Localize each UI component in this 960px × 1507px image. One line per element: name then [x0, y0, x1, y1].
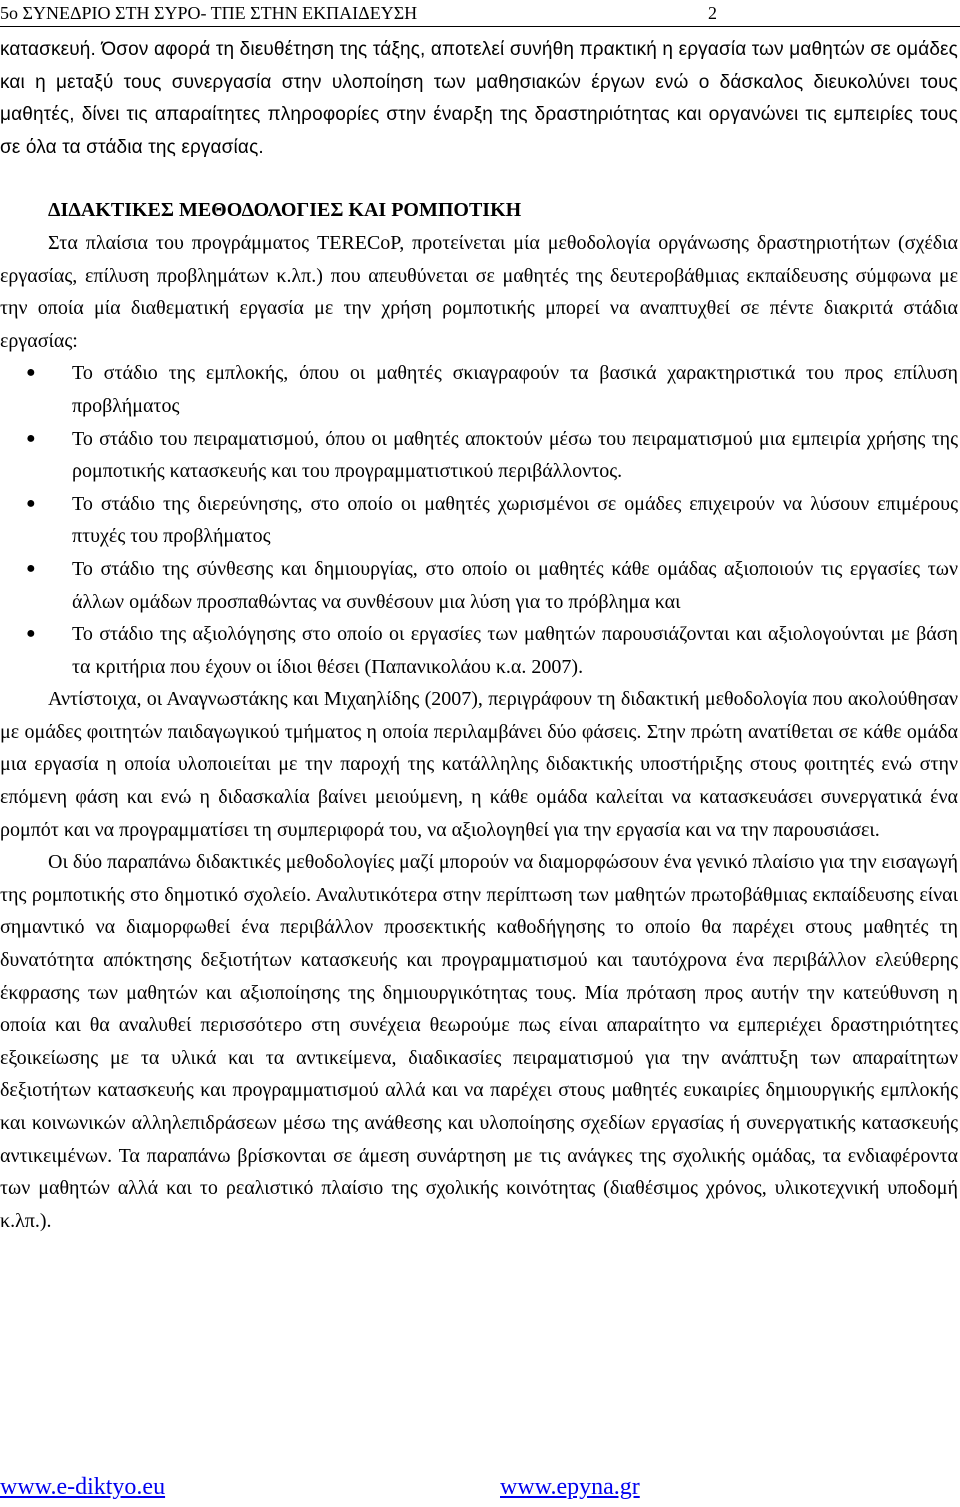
header-divider	[0, 26, 960, 27]
bullet-icon: ●	[26, 625, 36, 643]
page-number: 2	[708, 3, 717, 23]
bullet-icon: ●	[26, 494, 36, 512]
stage-text: Το στάδιο της εμπλοκής, όπου οι μαθητές σκιαγραφούν τα βασικά χαρακτηριστικά του προς επίλυση προβλήματος	[72, 362, 958, 417]
e-diktyo-link[interactable]: www.e-diktyo.eu	[0, 1474, 166, 1500]
body-paragraph: Αντίστοιχα, οι Αναγνωστάκης και Μιχαηλίδης (2007), περιγράφουν τη διδακτική μεθοδολογία που ακολούθησαν με ομάδες φοιτητών παιδαγωγικού τμήματος η οποία περιλαμβάνει δύο φάσεις. Στην πρώτη ανατίθεται σε κάθε ομάδα μια εργασία η οποία υλοποιείται με την παροχή της κατάλληλης διδακτικής υποστήριξης στους φοιτητές ενώ στην επόμενη φάση και ενώ η διδασκαλία βαίνει μειούμενη, η κάθε ομάδα καλείται να κατασκευάσει συνεργατικά ένα ρομπότ και να προγραμματίσει τη συμπεριφορά του, να αξιολογηθεί για την εργασία και να την παρουσιάσει.	[0, 688, 958, 841]
list-item	[0, 618, 958, 683]
stage-text: Το στάδιο της σύνθεσης και δημιουργίας, στο οποίο οι μαθητές κάθε ομάδας αξιοποιούν τις εργασίες των άλλων ομάδων προσπαθώντας να συνθέσουν μια λύση για το πρόβλημα και	[72, 557, 958, 613]
stages-list	[0, 357, 958, 683]
page-footer	[0, 1472, 960, 1502]
section-paragraph: Στα πλαίσια του προγράμματος TERECoP, προτείνεται μία μεθοδολογία οργάνωσης δραστηριοτήτων (σχέδια εργασίας, επίλυση προβλημάτων κ.λπ.) που απευθύνεται σε μαθητές της δευτεροβάθμιας εκπαίδευσης σύμφωνα με την οποία μία διαθεματική εργασία με την χρήση ρομποτικής μπορεί να αναπτυχθεί σε πέντε διακριτά στάδια εργασίας:	[0, 231, 958, 352]
section-heading: ΔΙΔΑΚΤΙΚΕΣ ΜΕΘΟΔΟΛΟΓΙΕΣ ΚΑΙ ΡΟΜΠΟΤΙΚΗ	[48, 199, 522, 222]
bullet-icon: ●	[26, 429, 36, 447]
epyna-link[interactable]: www.epyna.gr	[500, 1474, 640, 1500]
conference-title: 5ο ΣΥΝΕΔΡΙΟ ΣΤΗ ΣΥΡΟ- ΤΠΕ ΣΤΗΝ ΕΚΠΑΙΔΕΥΣΗ	[0, 3, 418, 23]
list-item	[0, 488, 958, 553]
stage-text: Το στάδιο της αξιολόγησης στο οποίο οι εργασίες των μαθητών παρουσιάζονται και αξιολογούνται με βάση τα κριτήρια που έχουν οι ίδιοι θέσει (Παπανικολάου κ.α. 2007).	[72, 623, 958, 678]
stage-text: Το στάδιο της διερεύνησης, στο οποίο οι μαθητές χωρισμένοι σε ομάδες επιχειρούν να λύσουν επιμέρους πτυχές του προβλήματος	[72, 492, 958, 548]
list-item	[0, 553, 958, 618]
bullet-icon: ●	[26, 559, 36, 577]
intro-paragraph: κατασκευή. Όσον αφορά τη διευθέτηση της τάξης, αποτελεί συνήθη πρακτική η εργασία των μαθητών σε ομάδες και η μεταξύ τους συνεργασία στην υλοποίηση των μαθησιακών έργων ενώ ο δάσκαλος διευκολύνει τους μαθητές, δίνει τις απαραίτητες πληροφορίες στην έναρξη της δραστηριότητας και οργανώνει τις εμπειρίες τους σε όλα τα στάδια της εργασίας.	[0, 39, 958, 158]
list-item	[0, 423, 958, 488]
body-paragraph: Οι δύο παραπάνω διδακτικές μεθοδολογίες μαζί μπορούν να διαμορφώσουν ένα γενικό πλαίσιο για την εισαγωγή της ρομποτικής στο δημοτικό σχολείο. Αναλυτικότερα στην περίπτωση των μαθητών πρωτοβάθμιας εκπαίδευσης είναι σημαντικό να διαμορφωθεί ένα περιβάλλον προσεκτικής καθοδήγησης το οποίο θα παρέχει στους μαθητές τη δυνατότητα απόκτησης δεξιοτήτων κατασκευής και προγραμματισμού και ταυτόχρονα ένα περιβάλλον ελεύθερης έκφρασης των μαθητών και αξιοποίησης της δημιουργικότητας τους. Μία πρόταση προς αυτήν την κατεύθυνση η οποία και θα αναλυθεί περισσότερο στη συνέχεια θεωρούμε πως είναι απαραίτητο να εμπεριέχει δραστηριότητες εξοικείωσης με τα υλικά και τα αντικείμενα, διαδικασίες πειραματισμού για την ανάπτυξη των απαραίτητων δεξιοτήτων κατασκευής και προγραμματισμού αλλά και να παρέχει στους μαθητές ευκαιρίες δημιουργικής εμπλοκής και κοινωνικών αλληλεπιδράσεων μέσω της ανάθεσης και υλοποίησης σχεδίων εργασίας ή συνεργατικής κατασκευής αντικειμένων. Τα παραπάνω βρίσκονται σε άμεση συνάρτηση με τις ανάγκες της σχολικής ομάδας, τα ενδιαφέροντα των μαθητών αλλά και το ρεαλιστικό πλαίσιο της σχολικής κοινότητας (διαθέσιμος χρόνος, υλικοτεχνική υποδομή κ.λπ.).	[0, 851, 958, 1232]
list-item	[0, 357, 958, 422]
bullet-icon: ●	[26, 364, 36, 382]
page-header	[0, 2, 960, 24]
page-body	[0, 34, 958, 1237]
stage-text: Το στάδιο του πειραματισμού, όπου οι μαθητές αποκτούν μέσω του πειραματισμού μια εμπειρία χρήσης της ρομποτικής κατασκευής και του προγραμματιστικού περιβάλλοντος.	[72, 427, 958, 483]
